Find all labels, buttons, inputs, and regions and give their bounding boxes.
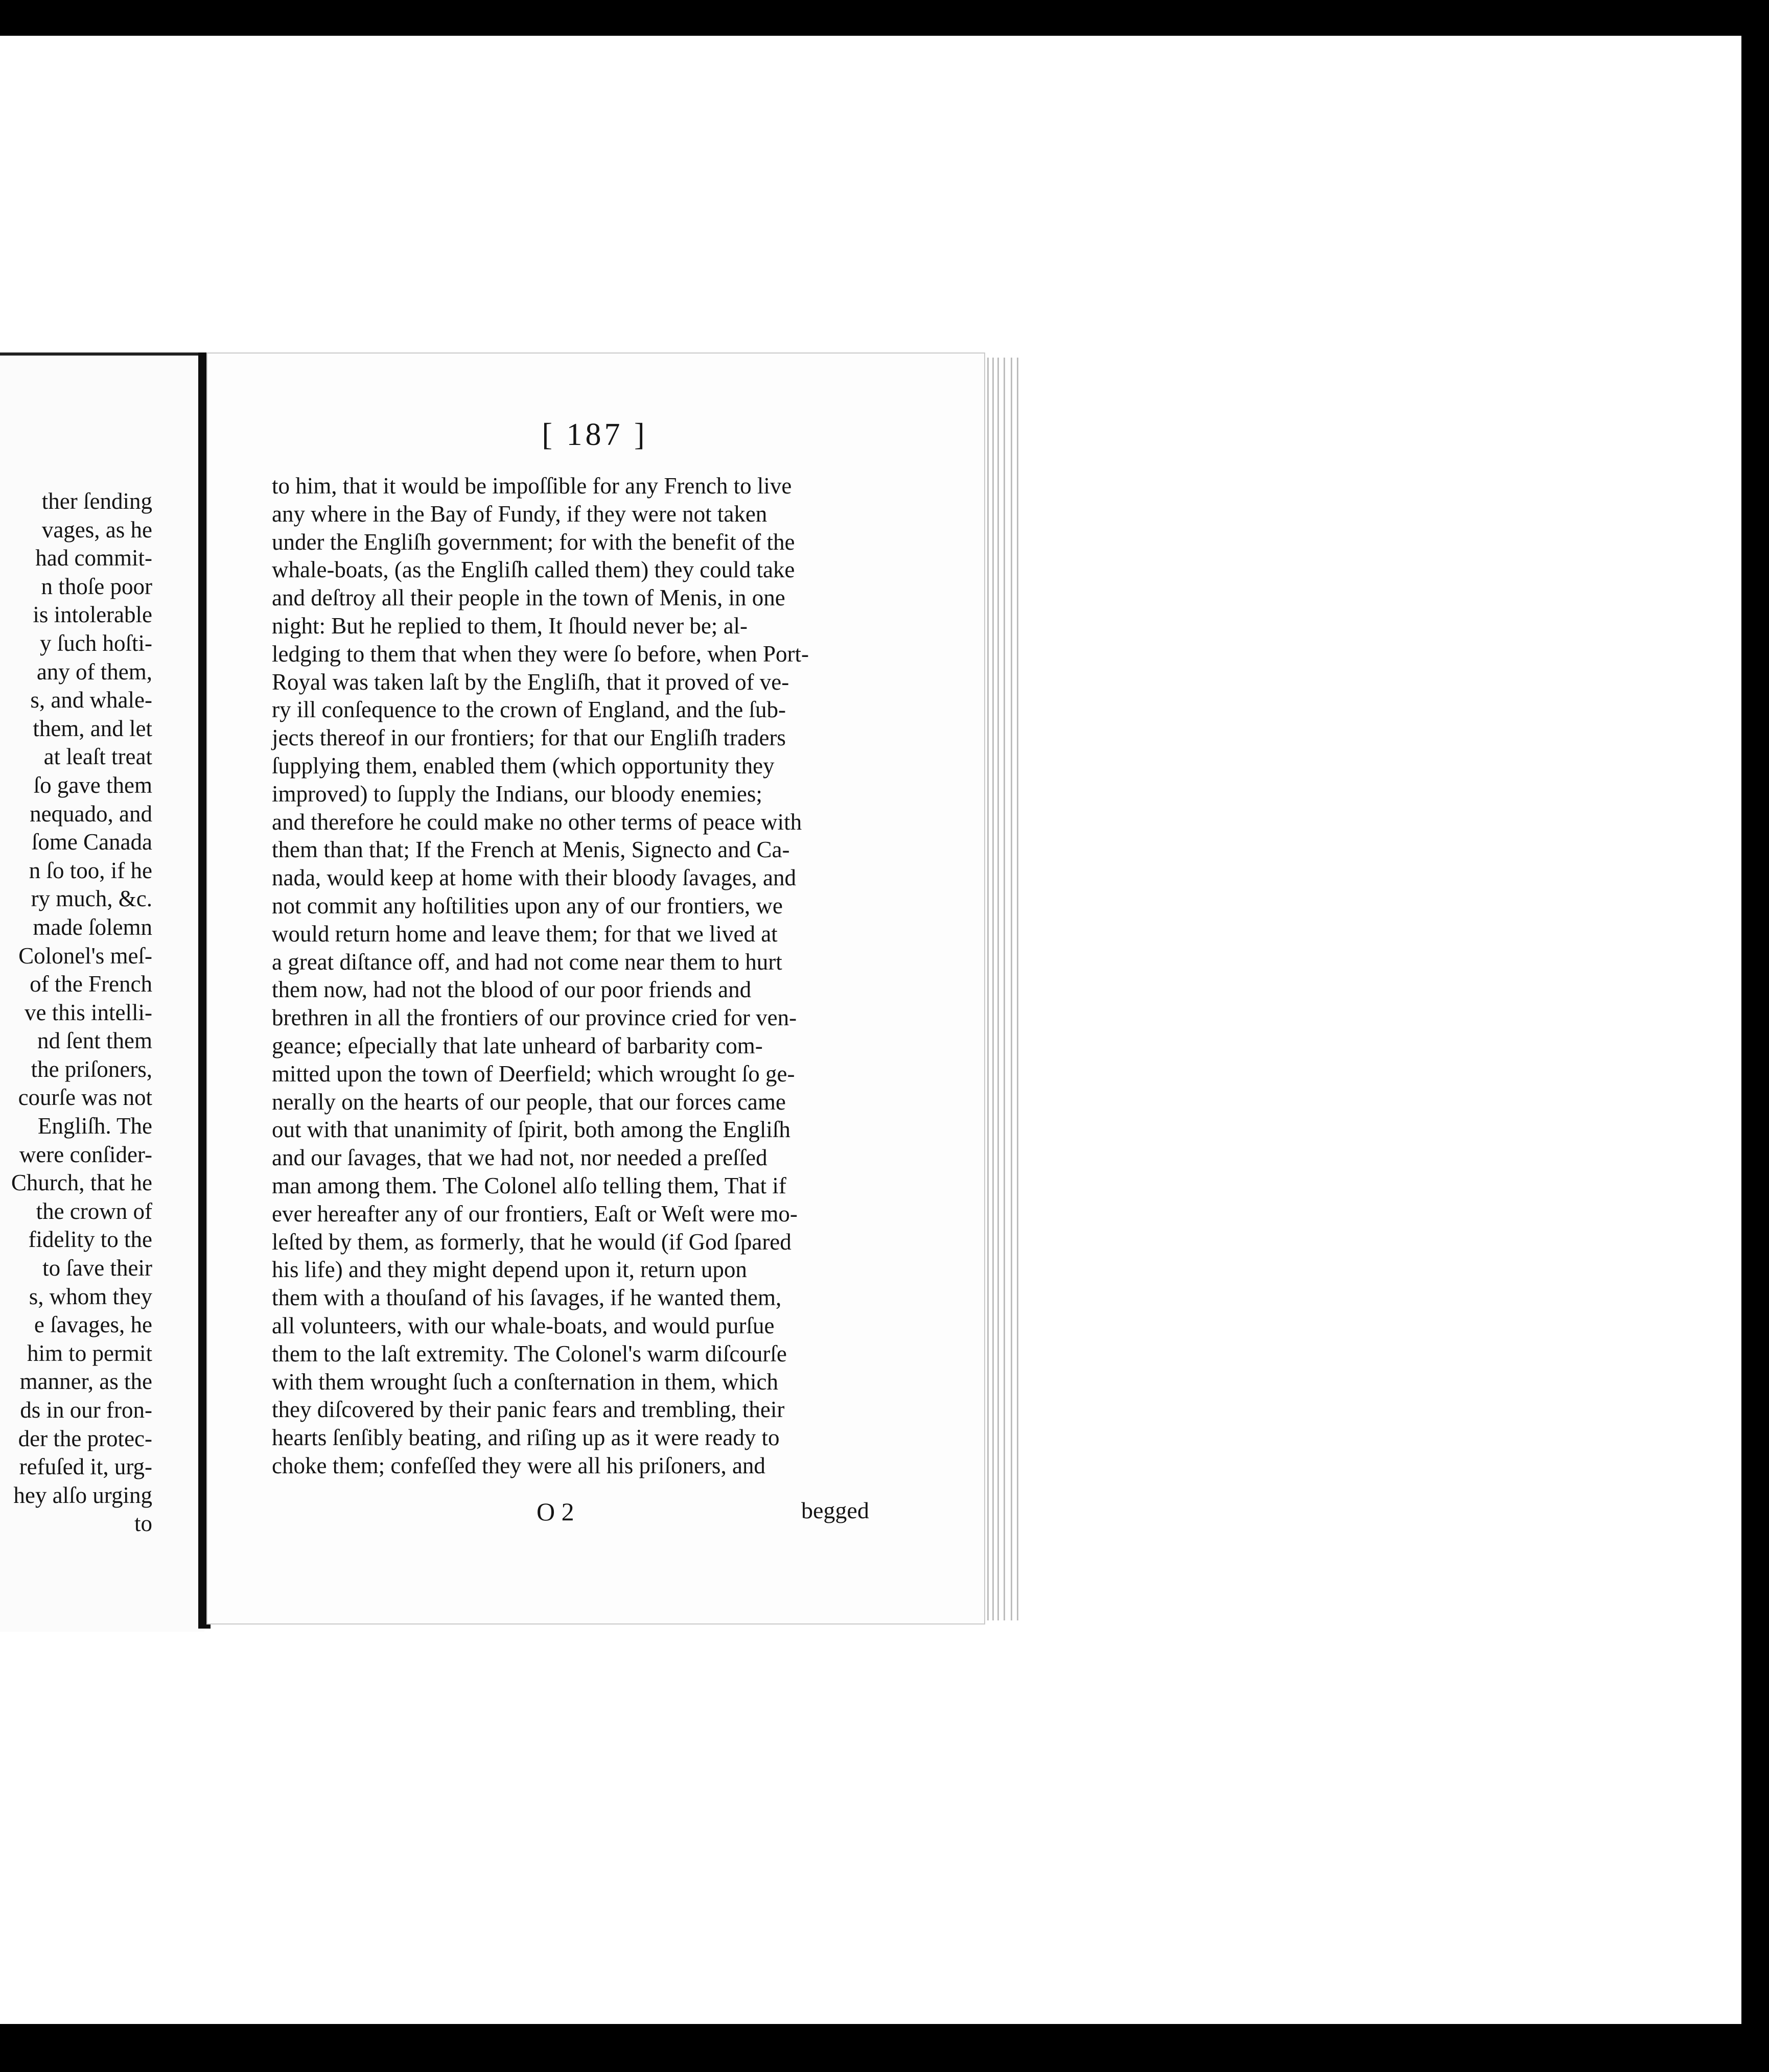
text-line: whale-boats, (as the Engliſh called them) they could take	[272, 557, 795, 583]
text-line: jects thereof in our frontiers; for that our Engliſh traders	[272, 725, 786, 751]
text-line: them to the laſt extremity. The Colonel's warm diſcourſe	[272, 1340, 787, 1367]
text-line: brethren in all the frontiers of our province cried for ven-	[272, 1005, 797, 1031]
text-line: ledging to them that when they were ſo before, when Port-	[272, 641, 809, 667]
text-line: under the Engliſh government; for with the benefit of the	[272, 529, 795, 555]
text-line: to ſave their	[42, 1255, 152, 1281]
text-line: any where in the Bay of Fundy, if they were not taken	[272, 501, 767, 527]
text-line: the crown of	[36, 1198, 152, 1224]
page-edges	[985, 358, 1020, 1620]
catchword: begged	[801, 1497, 869, 1523]
text-line: and our ſavages, that we had not, nor needed a preſſed	[272, 1145, 767, 1171]
scan-frame-right	[1741, 0, 1769, 2072]
text-line: and therefore he could make no other terms of peace with	[272, 809, 802, 835]
text-line: s, whom they	[29, 1283, 152, 1309]
text-line: night: But he replied to them, It ſhould never be; al-	[272, 613, 748, 639]
text-line: of the French	[30, 971, 152, 997]
text-line: any of them,	[36, 658, 152, 685]
text-line: der the protec-	[18, 1425, 152, 1451]
text-line: ſome Canada	[31, 829, 152, 855]
text-line: fidelity to the	[28, 1227, 152, 1253]
text-line: nd ſent them	[37, 1028, 152, 1054]
text-line: them, and let	[33, 715, 152, 741]
text-line: Church, that he	[11, 1170, 152, 1196]
text-line: manner, as the	[19, 1369, 152, 1395]
text-line: had commit-	[35, 545, 152, 571]
text-line: s, and whale-	[30, 687, 152, 713]
text-line: refuſed it, urg-	[19, 1454, 152, 1480]
left-page-text	[11, 487, 152, 1538]
text-line: made ſolemn	[33, 914, 152, 940]
signature-mark: O 2	[537, 1497, 574, 1526]
text-line: mitted upon the town of Deerfield; which wrought ſo ge-	[272, 1061, 795, 1087]
text-line: n ſo too, if he	[29, 857, 152, 883]
text-line: his life) and they might depend upon it, return upon	[272, 1257, 747, 1283]
text-line: man among them. The Colonel alſo telling them, That if	[272, 1172, 786, 1198]
text-line: to him, that it would be impoſſible for any French to live	[272, 473, 792, 499]
scan-frame-bottom	[0, 2024, 1769, 2072]
text-line: with them wrought ſuch a conſternation in them, which	[272, 1369, 779, 1395]
text-line: nerally on the hearts of our people, that our forces came	[272, 1089, 786, 1115]
text-line: Engliſh. The	[37, 1113, 152, 1139]
text-line: were conſider-	[19, 1141, 152, 1167]
text-line: ve this intelli-	[25, 999, 152, 1025]
text-line: y ſuch hoſti-	[40, 630, 152, 656]
text-line: ſo gave them	[33, 772, 152, 798]
text-line: out with that unanimity of ſpirit, both among the Engliſh	[272, 1117, 790, 1143]
text-line: ther ſending	[41, 488, 152, 514]
text-line: is intolerable	[33, 602, 152, 628]
left-page	[0, 352, 204, 1632]
text-line: ry much, &c.	[31, 886, 152, 912]
text-line: not commit any hoſtilities upon any of our frontiers, we	[272, 892, 783, 919]
text-line: ſupplying them, enabled them (which opportunity they	[272, 752, 775, 779]
text-line: nequado, and	[30, 800, 152, 827]
text-line: nada, would keep at home with their bloody ſavages, and	[272, 865, 796, 891]
text-line: choke them; confeſſed they were all his priſoners, and	[272, 1452, 765, 1478]
text-line: Royal was taken laſt by the Engliſh, that it proved of ve-	[272, 669, 789, 695]
text-line: them now, had not the blood of our poor friends and	[272, 977, 752, 1003]
text-line: to	[134, 1511, 152, 1537]
text-line: geance; eſpecially that late unheard of barbarity com-	[272, 1032, 763, 1058]
text-line: Colonel's meſ-	[18, 943, 152, 969]
text-line: vages, as he	[41, 516, 152, 543]
text-line: hearts ſenſibly beating, and riſing up as it were ready to	[272, 1425, 780, 1451]
scan-frame-top	[0, 0, 1769, 36]
text-line: them than that; If the French at Menis, Signecto and Ca-	[272, 837, 790, 863]
text-line: they diſcovered by their panic fears and trembling, their	[272, 1397, 785, 1423]
text-line: e ſavages, he	[34, 1312, 152, 1338]
text-line: leſted by them, as formerly, that he would (if God ſpared	[272, 1229, 792, 1255]
text-line: all volunteers, with our whale-boats, and would purſue	[272, 1312, 775, 1338]
text-line: them with a thouſand of his ſavages, if he wanted them,	[272, 1285, 782, 1311]
text-line: ever hereafter any of our frontiers, Eaſt or Weſt were mo-	[272, 1200, 798, 1227]
text-line: a great diſtance off, and had not come near them to hurt	[272, 949, 782, 975]
text-line: him to permit	[27, 1340, 152, 1366]
text-line: and deſtroy all their people in the town of Menis, in one	[272, 585, 785, 611]
text-line: courſe was not	[18, 1085, 152, 1111]
text-line: ds in our fron-	[20, 1397, 152, 1423]
text-line: improved) to ſupply the Indians, our bloody enemies;	[272, 781, 762, 807]
text-line: n thoſe poor	[41, 573, 152, 599]
right-page-text	[272, 472, 904, 1480]
text-line: the priſoners,	[31, 1056, 152, 1082]
text-line: would return home and leave them; for that we lived at	[272, 921, 778, 947]
text-line: ry ill conſequence to the crown of England, and the ſub-	[272, 697, 786, 723]
text-line: at leaſt treat	[43, 744, 152, 770]
text-line: hey alſo urging	[13, 1482, 152, 1508]
page-number: [ 187 ]	[542, 417, 648, 452]
